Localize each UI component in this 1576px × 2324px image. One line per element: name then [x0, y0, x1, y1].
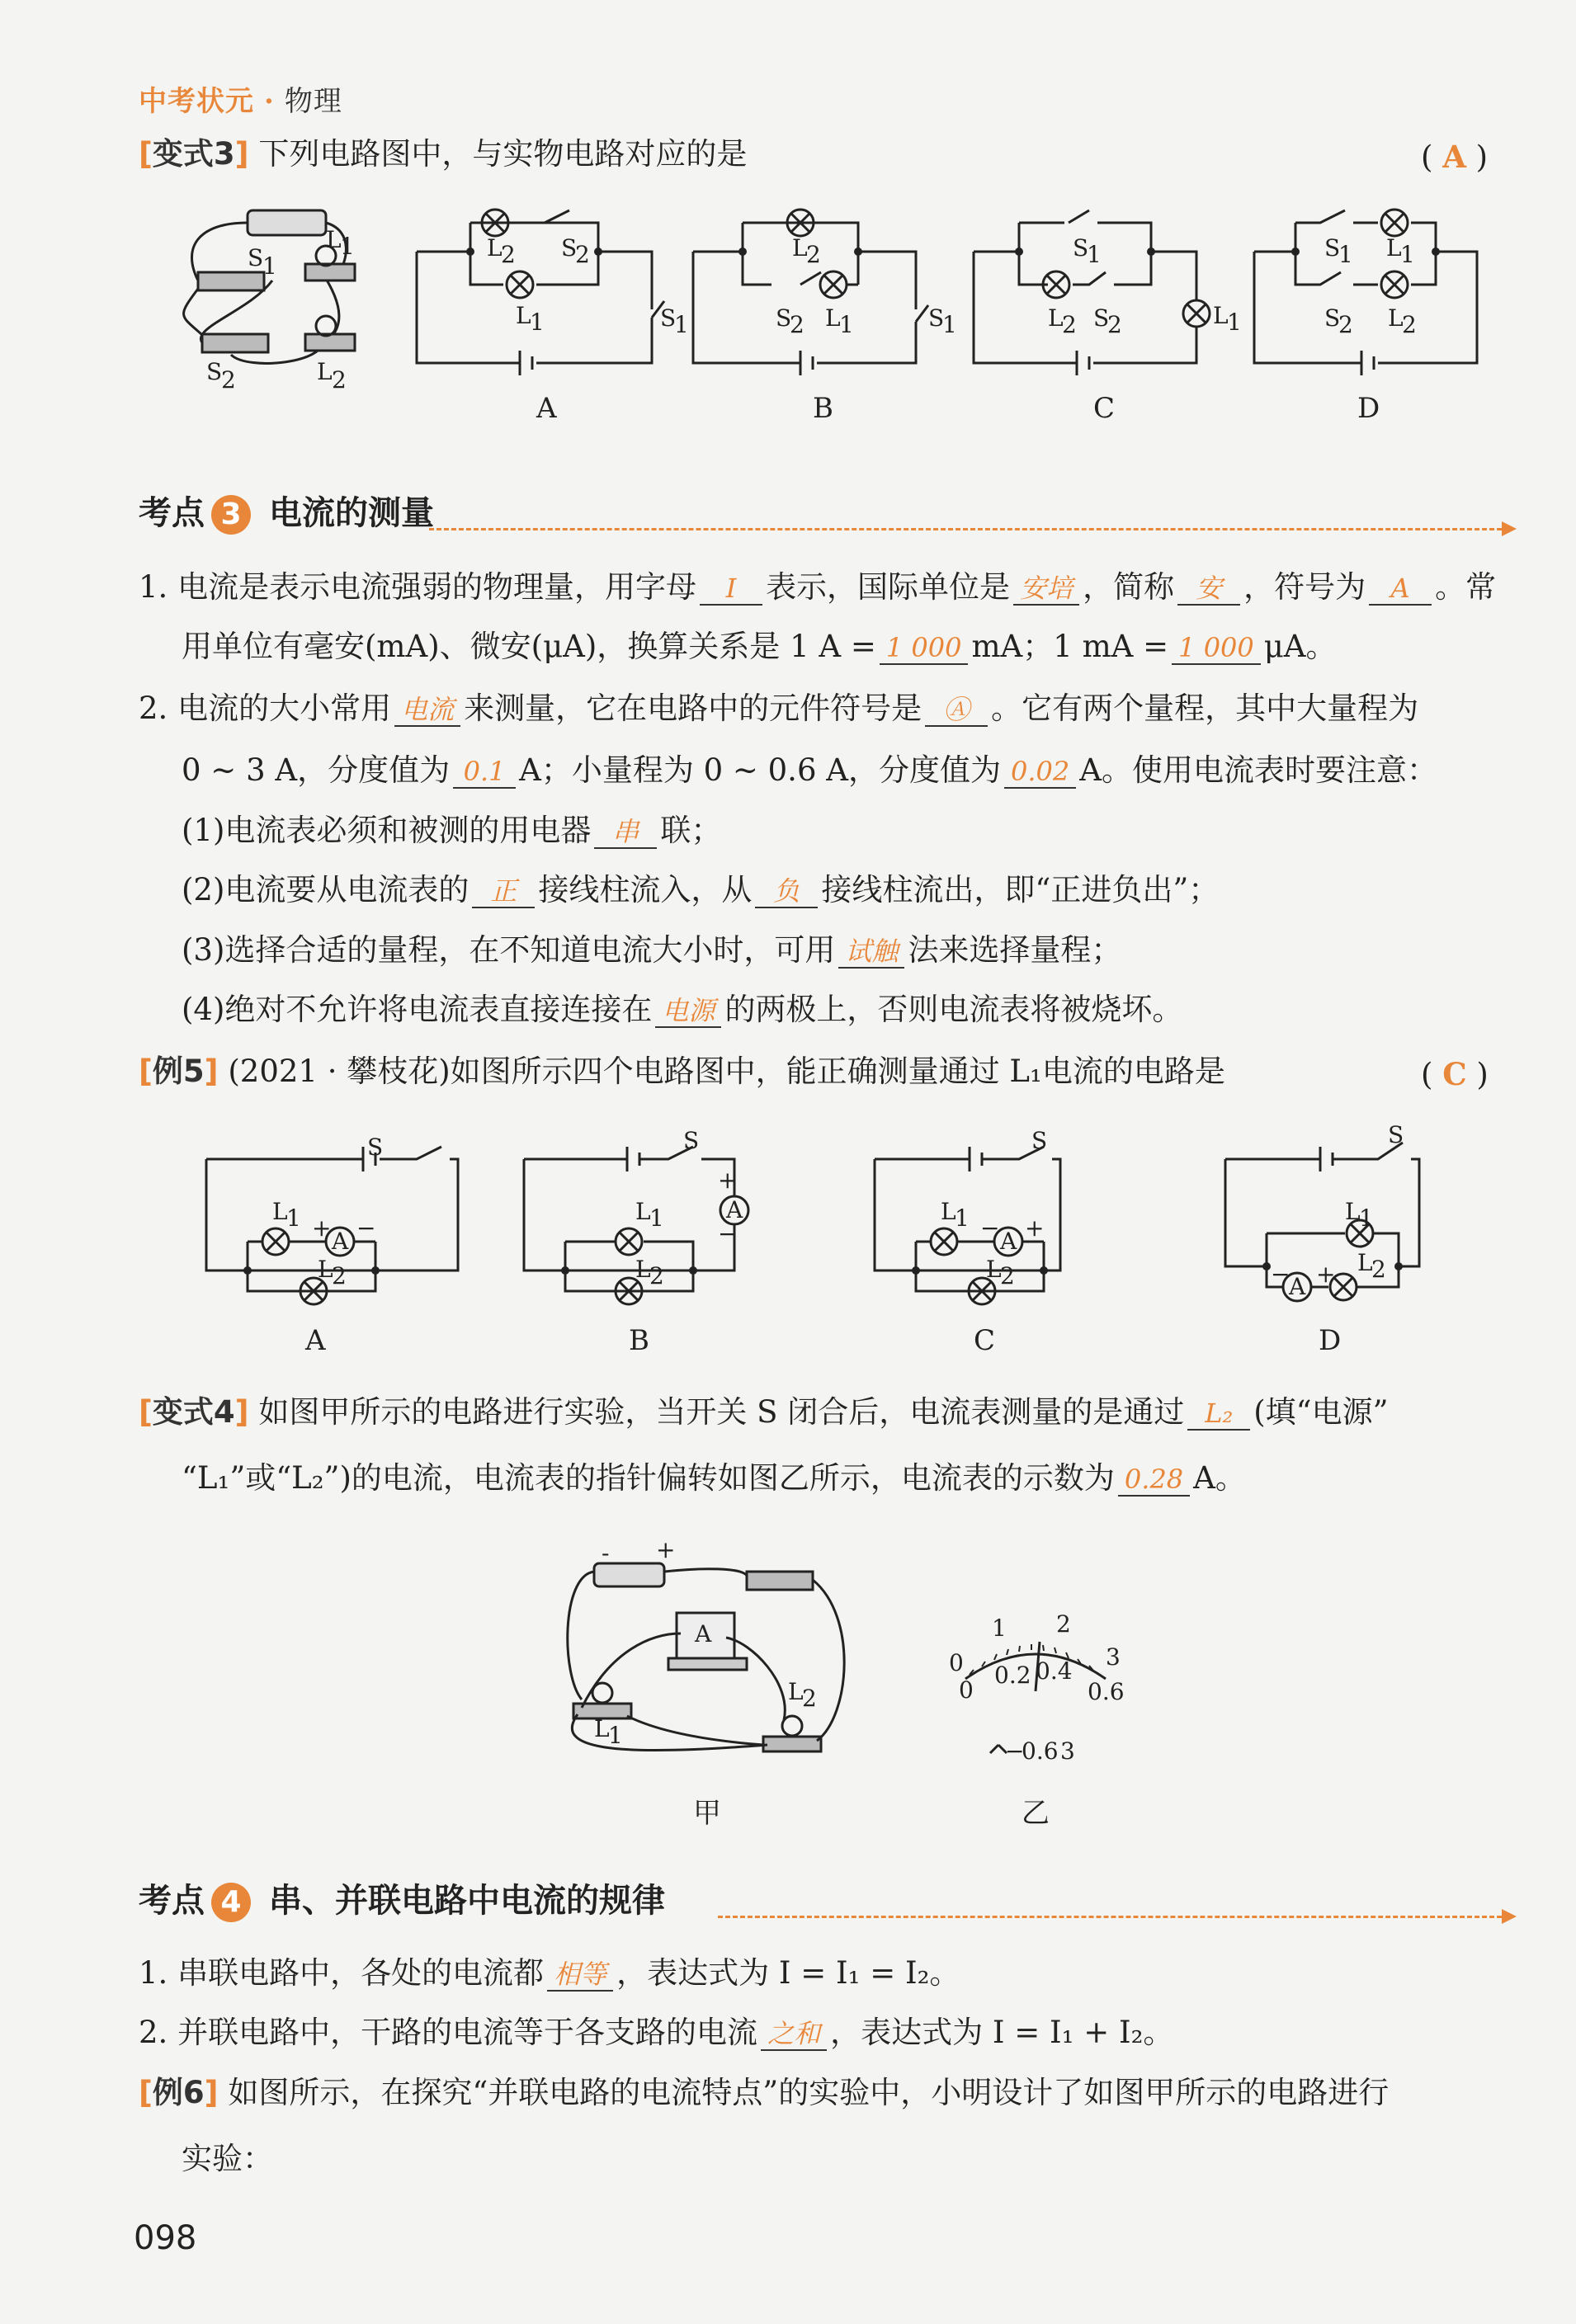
svg-text:−: −: [980, 1214, 1000, 1242]
svg-text:L: L: [792, 234, 808, 262]
svg-text:−: −: [1271, 1261, 1291, 1288]
figure-yi-label: 乙: [1022, 1797, 1050, 1830]
battery-icon: [594, 1563, 664, 1586]
svg-text:L: L: [825, 304, 841, 332]
svg-text:2: 2: [1402, 311, 1417, 338]
svg-text:L: L: [487, 234, 503, 262]
svg-text:S: S: [683, 1127, 700, 1154]
example5-answer: ( C ): [1421, 1056, 1489, 1092]
switch-icon: [747, 1572, 813, 1590]
option-a-label: A: [536, 392, 557, 425]
variant3-tag: [变式3]: [139, 136, 249, 172]
ex5-option-a: A: [305, 1324, 326, 1357]
svg-text:S: S: [1031, 1127, 1048, 1154]
section-4-header: 考点 4 串、并联电路中电流的规律: [139, 1874, 665, 1922]
svg-text:0.6: 0.6: [1088, 1678, 1125, 1705]
lamp-l2-icon: [763, 1737, 821, 1751]
svg-text:2: 2: [1371, 1256, 1386, 1283]
svg-text:L: L: [1357, 1249, 1373, 1276]
svg-text:2: 2: [1056, 1610, 1071, 1638]
svg-text:1: 1: [262, 252, 277, 280]
svg-text:2: 2: [332, 1262, 347, 1289]
section-3-header: 考点 3 电流的测量: [139, 487, 434, 535]
svg-text:A: A: [726, 1196, 743, 1223]
svg-text:A: A: [332, 1228, 349, 1255]
svg-text:+: +: [312, 1214, 332, 1242]
svg-text:2: 2: [806, 241, 821, 268]
svg-text:3: 3: [1106, 1643, 1121, 1671]
p1-line2: 用单位有毫安(mA)、微安(μA)，换算关系是 1 A = 1 000 mA；1 mA = 1 000 μA。: [182, 629, 1337, 664]
svg-text:S: S: [1093, 304, 1110, 332]
option-d-label: D: [1357, 392, 1380, 425]
svg-text:S: S: [367, 1134, 384, 1161]
svg-text:1: 1: [992, 1615, 1007, 1642]
ex5-option-c: C: [974, 1324, 996, 1357]
svg-text:1: 1: [674, 311, 689, 338]
svg-text:+: +: [718, 1167, 738, 1194]
svg-text:2: 2: [1107, 311, 1122, 338]
example5-question: [例5] (2021 · 攀枝花)如图所示四个电路图中，能正确测量通过 L₁电流的电路是: [139, 1054, 1225, 1089]
section-number-badge: 4: [211, 1883, 251, 1922]
svg-text:2: 2: [1000, 1262, 1015, 1289]
p2-sub2: (2)电流要从电流表的 正 接线柱流入，从 负 接线柱流出，即“正进负出”；: [182, 872, 1220, 907]
svg-text:S: S: [206, 358, 223, 385]
svg-text:1: 1: [1087, 241, 1102, 268]
p1-line1: 1. 电流是表示电流强弱的物理量，用字母 I 表示，国际单位是 安培 ，简称 安 ，符号为 A 。常: [139, 569, 1497, 605]
brand: 中考状元: [139, 85, 254, 118]
svg-text:L: L: [1345, 1198, 1361, 1225]
page-number: 098: [134, 2219, 197, 2257]
p2-sub1: (1)电流表必须和被测的用电器 串 联；: [182, 813, 722, 848]
svg-text:L: L: [941, 1198, 956, 1225]
svg-text:L: L: [318, 1256, 333, 1283]
svg-text:1: 1: [1227, 309, 1242, 336]
svg-text:S: S: [248, 244, 264, 271]
example6-tag: [例6]: [139, 2075, 219, 2110]
p2-line2: 0 ~ 3 A，分度值为 0.1 A；小量程为 0 ~ 0.6 A，分度值为 0.02 A。使用电流表时要注意：: [182, 752, 1437, 788]
section-divider: [718, 1916, 1502, 1918]
variant3-question: [变式3] 下列电路图中，与实物电路对应的是: [139, 136, 748, 172]
svg-text:2: 2: [501, 241, 516, 268]
svg-text:1: 1: [286, 1204, 301, 1232]
svg-text:L: L: [594, 1715, 610, 1742]
p2-line1: 2. 电流的大小常用 电流 来测量，它在电路中的元件符号是 Ⓐ 。它有两个量程，其中大量程为: [139, 691, 1419, 726]
figure-jia-label: 甲: [693, 1797, 721, 1830]
svg-text:+: +: [1316, 1261, 1336, 1288]
svg-text:S: S: [1324, 234, 1341, 262]
svg-text:1: 1: [955, 1204, 970, 1232]
svg-text:1: 1: [1400, 241, 1415, 268]
ex5-option-d: D: [1319, 1324, 1342, 1357]
svg-text:0.6: 0.6: [1022, 1737, 1059, 1765]
svg-text:L: L: [272, 1198, 288, 1225]
svg-text:L: L: [1386, 234, 1402, 262]
svg-text:S: S: [561, 234, 578, 262]
q4-line2: 2. 并联电路中，干路的电流等于各支路的电流 之和 ，表达式为 I = I₁ + I₂。: [139, 2015, 1174, 2050]
svg-text:2: 2: [332, 366, 347, 394]
svg-text:A: A: [1000, 1228, 1017, 1255]
arrow-icon: [1502, 1909, 1517, 1924]
svg-text:1: 1: [649, 1204, 664, 1232]
svg-text:2: 2: [575, 241, 590, 268]
svg-text:L: L: [635, 1256, 651, 1283]
p2-sub3: (3)选择合适的量程，在不知道电流大小时，可用 试触 法来选择量程；: [182, 932, 1122, 968]
section-number-badge: 3: [211, 495, 251, 535]
variant3-answer: ( A ): [1421, 139, 1489, 175]
svg-text:1: 1: [839, 311, 854, 338]
example6-line2: 实验：: [182, 2141, 273, 2176]
page-header: 中考状元 · 物理: [139, 85, 342, 118]
q4-line1: 1. 串联电路中，各处的电流都 相等 ，表达式为 I = I₁ = I₂。: [139, 1955, 960, 1991]
svg-text:L: L: [788, 1678, 804, 1705]
svg-text:A: A: [695, 1620, 712, 1648]
example5-tag: [例5]: [139, 1054, 219, 1089]
svg-text:-: -: [602, 1539, 610, 1567]
p2-sub4: (4)绝对不允许将电流表直接连接在 电源 的两极上，否则电流表将被烧坏。: [182, 992, 1183, 1027]
svg-text:2: 2: [1338, 311, 1353, 338]
svg-text:S: S: [660, 304, 677, 332]
svg-text:−: −: [356, 1214, 376, 1242]
svg-text:0.4: 0.4: [1036, 1657, 1073, 1685]
variant4-line2: “L₁”或“L₂”)的电流，电流表的指针偏转如图乙所示，电流表的示数为 0.28 A。: [182, 1460, 1246, 1496]
svg-text:S: S: [1073, 234, 1089, 262]
svg-text:A: A: [1289, 1273, 1306, 1300]
svg-text:S: S: [776, 304, 792, 332]
svg-text:0: 0: [949, 1649, 964, 1676]
svg-text:L: L: [1048, 304, 1064, 332]
svg-text:S: S: [1324, 304, 1341, 332]
ex5-option-b: B: [629, 1324, 649, 1357]
svg-text:1: 1: [530, 309, 545, 336]
svg-text:+: +: [656, 1536, 676, 1563]
svg-text:2: 2: [802, 1685, 817, 1712]
svg-text:1: 1: [1359, 1204, 1374, 1232]
svg-text:2: 2: [649, 1262, 664, 1289]
svg-text:L: L: [635, 1198, 651, 1225]
svg-text:0.2: 0.2: [994, 1662, 1031, 1689]
svg-text:2: 2: [221, 366, 236, 394]
example6-line1: [例6] 如图所示，在探究“并联电路的电流特点”的实验中，小明设计了如图甲所示的电路进行: [139, 2075, 1390, 2110]
svg-text:1: 1: [942, 311, 957, 338]
svg-text:L: L: [986, 1256, 1002, 1283]
svg-text:−: −: [718, 1220, 738, 1247]
svg-text:0: 0: [959, 1676, 974, 1704]
option-b-label: B: [813, 392, 833, 425]
svg-text:L: L: [516, 302, 531, 329]
svg-text:2: 2: [790, 311, 805, 338]
svg-text:L: L: [1213, 302, 1229, 329]
svg-text:−: −: [1005, 1737, 1025, 1765]
svg-text:L: L: [1388, 304, 1404, 332]
svg-text:S: S: [1388, 1121, 1404, 1148]
svg-text:S: S: [928, 304, 945, 332]
svg-text:L: L: [317, 358, 333, 385]
svg-text:+: +: [1025, 1214, 1045, 1242]
svg-text:1: 1: [1338, 241, 1353, 268]
variant4-tag: [变式4]: [139, 1394, 249, 1430]
svg-text:1: 1: [340, 233, 355, 260]
option-c-label: C: [1093, 392, 1116, 425]
svg-text:2: 2: [1062, 311, 1077, 338]
subject: 物理: [284, 85, 342, 118]
variant4-line1: [变式4] 如图甲所示的电路进行实验，当开关 S 闭合后，电流表测量的是通过 L₂ (填“电源”: [139, 1394, 1389, 1430]
svg-text:1: 1: [608, 1722, 623, 1749]
svg-text:3: 3: [1060, 1737, 1075, 1765]
svg-text:L: L: [326, 226, 342, 253]
